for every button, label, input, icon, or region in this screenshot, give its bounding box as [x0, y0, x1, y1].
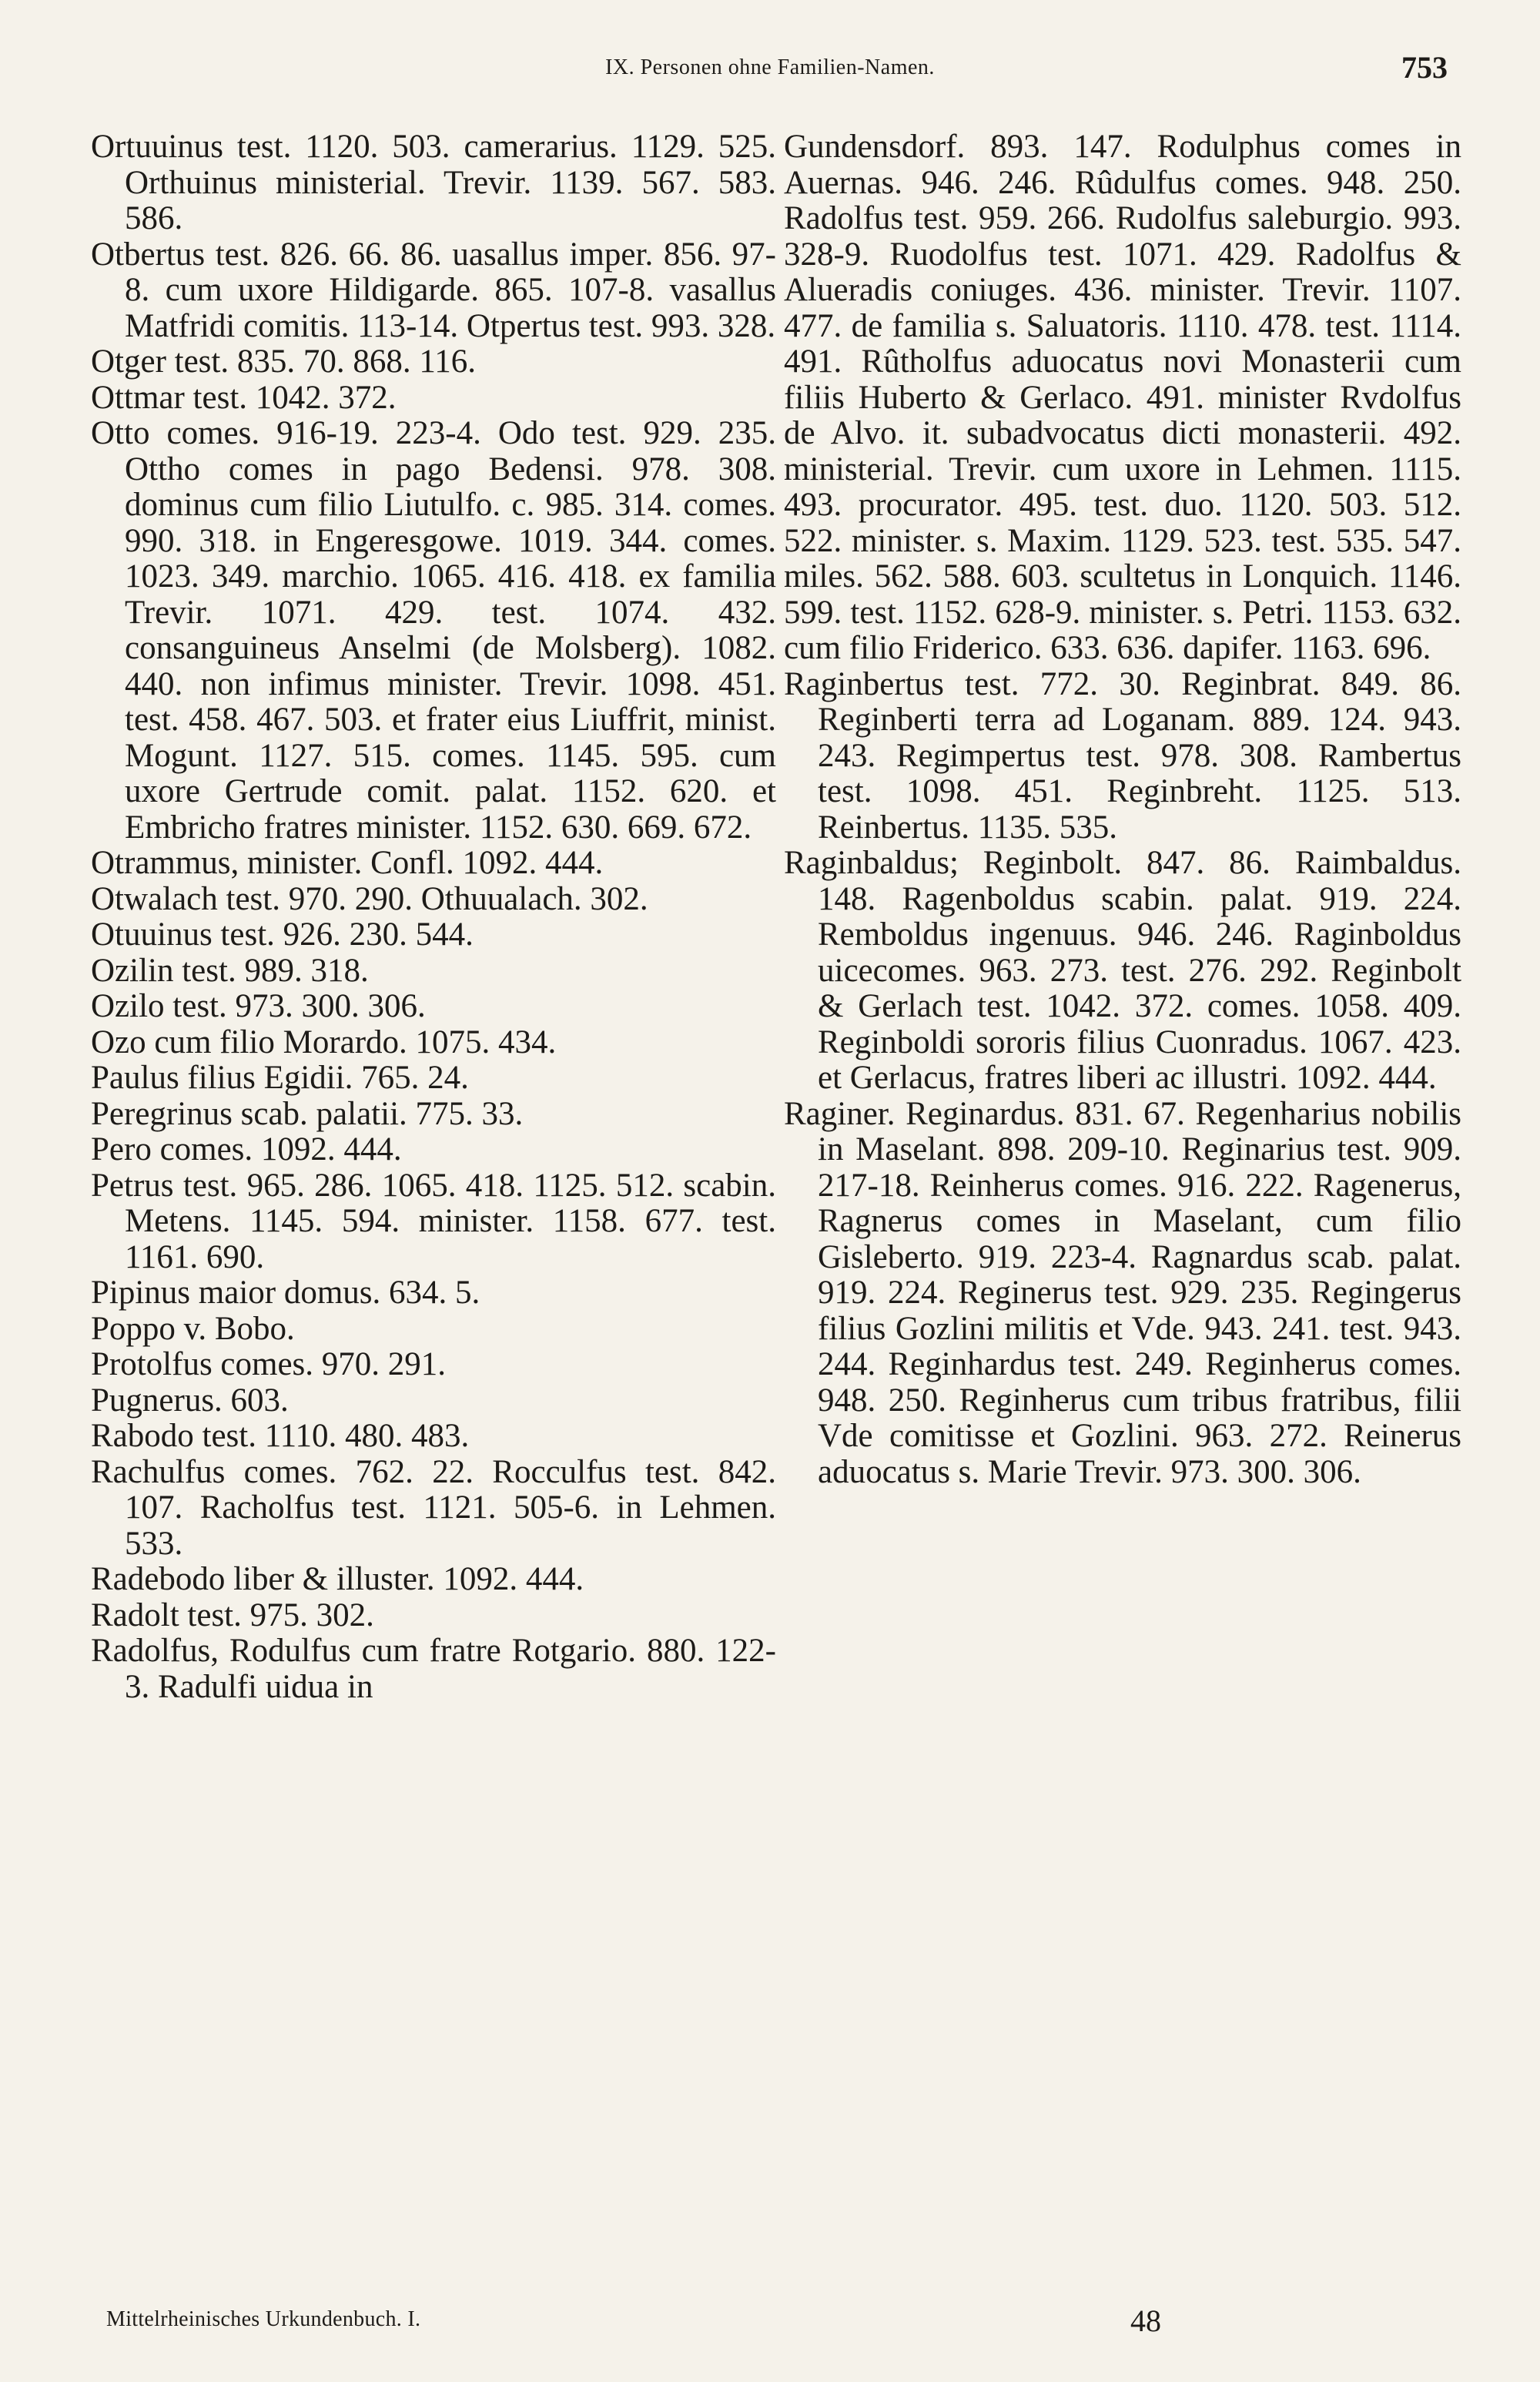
index-entry: Otbertus test. 826. 66. 86. uasallus imper. 856. 97-8. cum uxore Hildigarde. 865. 107-8. vasallus Matfridi comitis. 113-14. Otpertus test. 993. 328.: [91, 236, 776, 344]
index-entry: Raginbaldus; Reginbolt. 847. 86. Raimbaldus. 148. Ragenboldus scabin. palat. 919. 224. Remboldus ingenuus. 946. 246. Raginboldus uicecomes. 963. 273. test. 276. 292. Reginbolt & Gerlach test. 1042. 372. comes. 1058. 409. Reginboldi sororis filius Cuonradus. 1067. 423. et Gerlacus, fratres liberi ac illustri. 1092. 444.: [784, 845, 1461, 1096]
index-entry: Ozo cum filio Morardo. 1075. 434.: [91, 1023, 557, 1060]
page-number: 753: [1401, 50, 1448, 85]
index-entry: Raginbertus test. 772. 30. Reginbrat. 849. 86. Reginberti terra ad Loganam. 889. 124. 943. 243. Regimpertus test. 978. 308. Rambertus test. 1098. 451. Reginbreht. 1125. 513. Reinbertus. 1135. 535.: [784, 665, 1461, 846]
signature-mark: 48: [1130, 2303, 1161, 2338]
right-column: [784, 129, 1461, 1490]
index-entry: Otwalach test. 970. 290. Othuualach. 302.: [91, 880, 648, 917]
index-entry: Rabodo test. 1110. 480. 483.: [91, 1418, 470, 1454]
index-entry: Poppo v. Bobo.: [91, 1310, 295, 1347]
index-entry: Ozilin test. 989. 318.: [91, 952, 369, 989]
index-entry: Rachulfus comes. 762. 22. Rocculfus test. 842. 107. Racholfus test. 1121. 505-6. in Lehmen. 533.: [91, 1453, 776, 1562]
index-entry: Radolt test. 975. 302.: [91, 1596, 374, 1633]
running-title: IX. Personen ohne Familien-Namen.: [605, 55, 935, 79]
page-footer: [91, 2303, 1461, 2349]
index-entry: Petrus test. 965. 286. 1065. 418. 1125. 512. scabin. Metens. 1145. 594. minister. 1158. 677. test. 1161. 690.: [91, 1167, 776, 1275]
book-title: Mittelrheinisches Urkundenbuch. I.: [106, 2307, 421, 2331]
running-head: [0, 49, 1540, 88]
index-entry: Ozilo test. 973. 300. 306.: [91, 988, 426, 1024]
index-entry: Radolfus, Rodulfus cum fratre Rotgario. 880. 122-3. Radulfi uidua in: [91, 1633, 776, 1705]
index-entry: Pero comes. 1092. 444.: [91, 1131, 402, 1168]
index-entry: Otrammus, minister. Confl. 1092. 444.: [91, 845, 604, 881]
index-entry: Protolfus comes. 970. 291.: [91, 1346, 447, 1382]
index-entry: Pugnerus. 603.: [91, 1382, 289, 1419]
index-entry: Otuuinus test. 926. 230. 544.: [91, 916, 474, 953]
index-entry: Otto comes. 916-19. 223-4. Odo test. 929. 235. Ottho comes in pago Bedensi. 978. 308. dominus cum filio Liutulfo. c. 985. 314. comes. 990. 318. in Engeresgowe. 1019. 344. comes. 1023. 349. marchio. 1065. 416. 418. ex familia Trevir. 1071. 429. test. 1074. 432. consanguineus Anselmi (de Molsberg). 1082. 440. non infimus minister. Trevir. 1098. 451. test. 458. 467. 503. et frater eius Liuffrit, minist. Mogunt. 1127. 515. comes. 1145. 595. cum uxore Gertrude comit. palat. 1152. 620. et Embricho fratres minister. 1152. 630. 669. 672.: [91, 415, 776, 846]
index-entry: Raginer. Reginardus. 831. 67. Regenharius nobilis in Maselant. 898. 209-10. Reginarius test. 909. 217-18. Reinherus comes. 916. 222. Ragenerus, Ragnerus comes in Maselant, cum filio Gisleberto. 919. 223-4. Ragnardus scab. palat. 919. 224. Reginerus test. 929. 235. Regingerus filius Gozlini militis et Vde. 943. 241. test. 943. 244. Reginhardus test. 249. Reginherus comes. 948. 250. Reginherus cum tribus fratribus, filii Vde comitisse et Gozlini. 963. 272. Reinerus aduocatus s. Marie Trevir. 973. 300. 306.: [784, 1095, 1461, 1490]
index-entry: Radebodo liber & illuster. 1092. 444.: [91, 1561, 584, 1597]
index-entry: Pipinus maior domus. 634. 5.: [91, 1275, 480, 1311]
index-entry: Gundensdorf. 893. 147. Rodulphus comes in Auernas. 946. 246. Rûdulfus comes. 948. 250. Radolfus test. 959. 266. Rudolfus saleburgio. 993. 328-9. Ruodolfus test. 1071. 429. Radolfus & Alueradis coniuges. 436. minister. Trevir. 1107. 477. de familia s. Saluatoris. 1110. 478. test. 1114. 491. Rûtholfus aduocatus novi Monasterii cum filiis Huberto & Gerlaco. 491. minister Rvdolfus de Alvo. it. subadvocatus dicti monasterii. 492. ministerial. Trevir. cum uxore in Lehmen. 1115. 493. procurator. 495. test. duo. 1120. 503. 512. 522. minister. s. Maxim. 1129. 523. test. 535. 547. miles. 562. 588. 603. scultetus in Lonquich. 1146. 599. test. 1152. 628-9. minister. s. Petri. 1153. 632. cum filio Friderico. 633. 636. dapifer. 1163. 696.: [784, 129, 1461, 666]
index-entry: Paulus filius Egidii. 765. 24.: [91, 1060, 469, 1096]
index-entry: Ortuuinus test. 1120. 503. camerarius. 1129. 525. Orthuinus ministerial. Trevir. 1139. 567. 583. 586.: [91, 129, 776, 236]
index-entry: Ottmar test. 1042. 372.: [91, 379, 397, 416]
index-entry: Otger test. 835. 70. 868. 116.: [91, 343, 477, 380]
index-entry: Peregrinus scab. palatii. 775. 33.: [91, 1095, 524, 1132]
left-column: [91, 129, 776, 1705]
